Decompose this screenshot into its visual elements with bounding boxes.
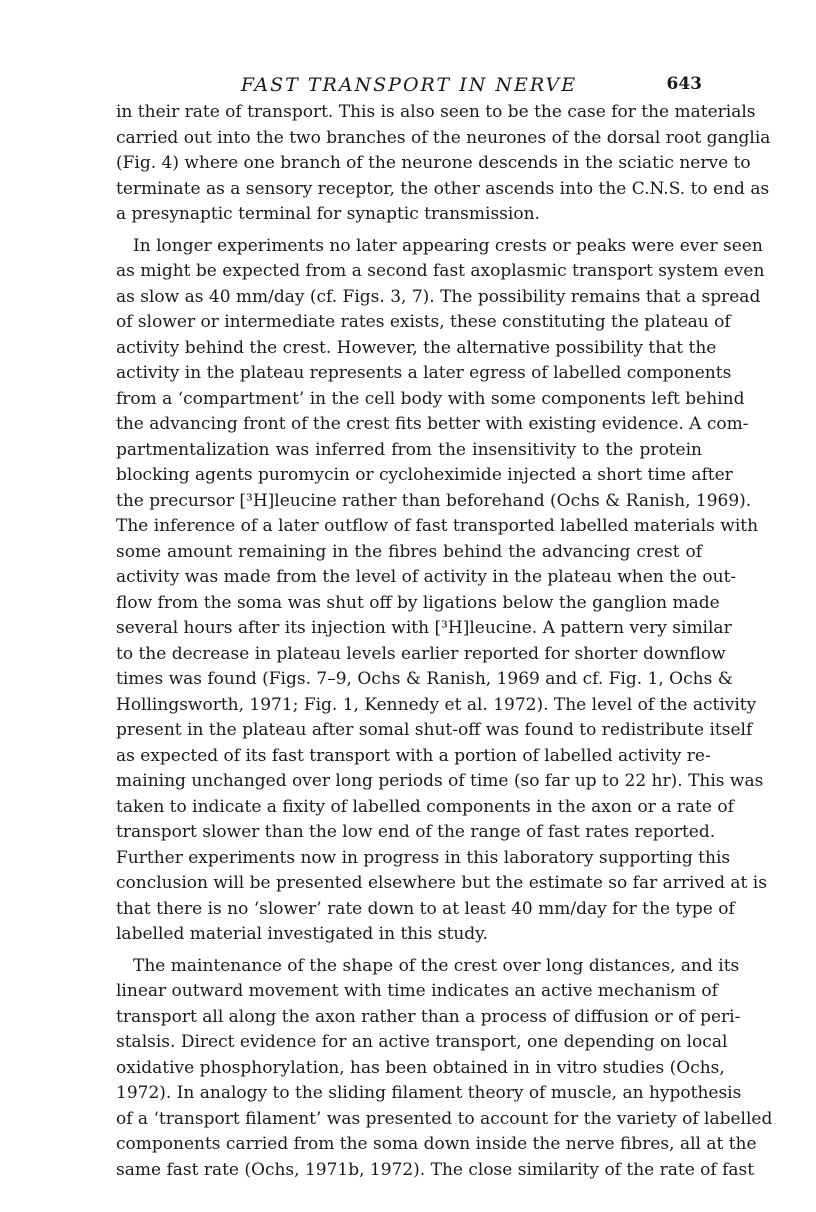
text-line: maining unchanged over long periods of time (so far up to 22 hr). This was: [116, 771, 764, 791]
text-line: in their rate of transport. This is also seen to be the case for the materials: [116, 102, 756, 122]
text-line: labelled material investigated in this study.: [116, 924, 488, 944]
paragraph: [116, 100, 771, 228]
text-line: The maintenance of the shape of the crest over long distances, and its: [133, 955, 740, 976]
text-line: present in the plateau after somal shut-off was found to redistribute itself: [116, 720, 753, 740]
text-line: (Fig. 4) where one branch of the neurone descends in the sciatic nerve to: [116, 153, 751, 173]
paragraph: [116, 954, 773, 1184]
text-line: activity behind the crest. However, the alternative possibility that the: [116, 337, 717, 358]
paragraph: [116, 234, 767, 948]
text-line: times was found (Figs. 7–9, Ochs & Ranish, 1969 and cf. Fig. 1, Ochs &: [116, 669, 733, 689]
text-line: several hours after its injection with [³H]leucine. A pattern very similar: [116, 618, 732, 638]
text-line: taken to indicate a fixity of labelled components in the axon or a rate of: [116, 796, 734, 817]
page-number: 643: [666, 74, 702, 94]
text-line: stalsis. Direct evidence for an active transport, one depending on local: [116, 1032, 728, 1052]
text-line: as slow as 40 mm/day (cf. Figs. 3, 7). The possibility remains that a spread: [116, 286, 761, 307]
body-text: [116, 100, 773, 1183]
text-line: The inference of a later outflow of fast transported labelled materials with: [116, 516, 759, 536]
text-line: the precursor [³H]leucine rather than beforehand (Ochs & Ranish, 1969).: [116, 490, 752, 511]
text-line: that there is no ‘slower’ rate down to at least 40 mm/day for the type of: [116, 898, 735, 919]
text-line: some amount remaining in the fibres behind the advancing crest of: [116, 541, 702, 562]
text-line: In longer experiments no later appearing crests or peaks were ever seen: [133, 235, 763, 256]
text-line: components carried from the soma down inside the nerve fibres, all at the: [116, 1134, 757, 1154]
text-line: conclusion will be presented elsewhere but the estimate so far arrived at is: [116, 873, 767, 893]
text-line: same fast rate (Ochs, 1971b, 1972). The close similarity of the rate of fast: [116, 1159, 755, 1180]
running-head: [116, 70, 702, 100]
text-line: oxidative phosphorylation, has been obtained in in vitro studies (Ochs,: [116, 1057, 725, 1078]
text-line: activity was made from the level of activity in the plateau when the out-: [116, 567, 737, 587]
text-line: to the decrease in plateau levels earlier reported for shorter downflow: [116, 643, 726, 664]
text-line: activity in the plateau represents a later egress of labelled components: [116, 363, 732, 383]
text-line: flow from the soma was shut off by ligations below the ganglion made: [116, 592, 720, 613]
page: [116, 70, 773, 1189]
text-line: a presynaptic terminal for synaptic transmission.: [116, 204, 540, 224]
text-line: as might be expected from a second fast axoplasmic transport system even: [116, 261, 765, 281]
text-line: carried out into the two branches of the neurones of the dorsal root ganglia: [116, 127, 771, 148]
text-line: transport slower than the low end of the range of fast rates reported.: [116, 822, 716, 842]
text-line: from a ‘compartment’ in the cell body with some components left behind: [116, 388, 745, 409]
text-line: of a ‘transport filament’ was presented to account for the variety of labelled: [116, 1108, 773, 1129]
running-title: FAST TRANSPORT IN NERVE: [240, 74, 578, 96]
text-line: Hollingsworth, 1971; Fig. 1, Kennedy et al. 1972). The level of the activity: [116, 694, 757, 715]
text-line: linear outward movement with time indicates an active mechanism of: [116, 981, 718, 1001]
text-line: 1972). In analogy to the sliding filament theory of muscle, an hypothesis: [116, 1083, 742, 1103]
text-line: transport all along the axon rather than a process of diffusion or of peri-: [116, 1006, 741, 1027]
text-line: partmentalization was inferred from the insensitivity to the protein: [116, 439, 702, 460]
text-line: the advancing front of the crest fits better with existing evidence. A com-: [116, 414, 749, 434]
text-line: of slower or intermediate rates exists, these constituting the plateau of: [116, 312, 731, 332]
text-line: terminate as a sensory receptor, the other ascends into the C.N.S. to end as: [116, 178, 770, 199]
text-line: blocking agents puromycin or cycloheximide injected a short time after: [116, 465, 733, 485]
text-line: as expected of its fast transport with a portion of labelled activity re-: [116, 745, 711, 766]
text-line: Further experiments now in progress in this laboratory supporting this: [116, 847, 731, 868]
